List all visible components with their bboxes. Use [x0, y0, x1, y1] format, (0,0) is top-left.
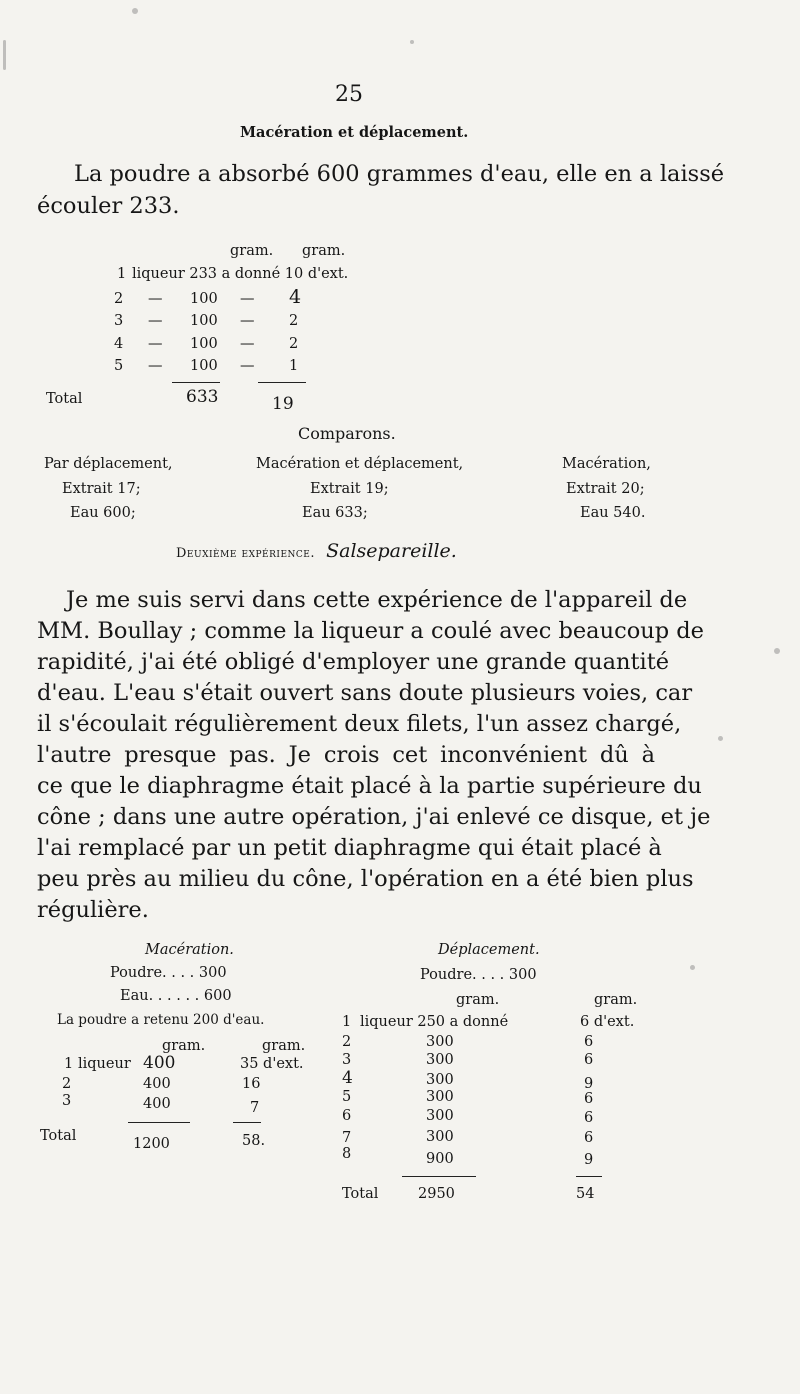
total-label: Total [40, 1128, 77, 1144]
extract-value: 4 [289, 286, 302, 308]
sum-rule [402, 1176, 476, 1177]
liqueur-value: liqueur 250 a donné [360, 1014, 509, 1030]
scan-speck [410, 40, 414, 44]
liqueur-value: 300 [426, 1034, 454, 1050]
eau-value: Eau 540. [580, 505, 646, 521]
table-row-number: 1 [342, 1014, 352, 1030]
extract-value: 1 [289, 358, 299, 374]
scan-speck [774, 648, 780, 654]
unit-label: gram. [302, 243, 346, 259]
row-label: liqueur [78, 1056, 131, 1072]
extract-value: 2 [289, 313, 299, 329]
paragraph-line: il s'écoulait régulièrement deux filets, l'un assez chargé, [37, 711, 682, 737]
section-heading-caps: Deuxième expérience. [176, 546, 315, 561]
poudre-line: Poudre. . . . 300 [420, 967, 537, 983]
table-title: Déplacement. [438, 942, 540, 958]
total-label: Total [46, 391, 83, 407]
liqueur-value: 300 [426, 1052, 454, 1068]
eau-line: Eau. . . . . . 600 [120, 988, 232, 1004]
table-row-number: 3 [342, 1052, 352, 1068]
eau-value: Eau 633; [302, 505, 368, 521]
scan-speck [690, 965, 695, 970]
dash: — [240, 358, 255, 374]
paragraph-line: l'autre presque pas. Je crois cet inconvénient dû à [37, 742, 655, 768]
sum-rule [233, 1122, 261, 1123]
table-row-number: 4 [114, 336, 124, 352]
sum-rule [576, 1176, 602, 1177]
column-heading: Macération et déplacement, [256, 456, 464, 472]
table-row-number: 5 [114, 358, 124, 374]
total-liqueur: 2950 [418, 1186, 455, 1202]
extract-value: 9 [584, 1076, 594, 1092]
liqueur-value: 300 [426, 1108, 454, 1124]
extract-value: 6 [584, 1091, 594, 1107]
section-heading-deuxieme-experience [176, 540, 457, 562]
page-number: 25 [335, 82, 363, 107]
extract-value: 6 [584, 1110, 594, 1126]
dash: — [240, 313, 255, 329]
extract-value: 9 [584, 1152, 594, 1168]
sum-rule [172, 382, 220, 383]
unit-label: gram. [262, 1038, 306, 1054]
table-row-number: 8 [342, 1146, 352, 1162]
section-heading-maceration-deplacement: Macération et déplacement. [240, 124, 469, 141]
dash: — [240, 291, 255, 307]
table-row-number: 6 [342, 1108, 352, 1124]
paragraph-line: cône ; dans une autre opération, j'ai enlevé ce disque, et je [37, 804, 711, 830]
liqueur-value: 100 [190, 313, 218, 329]
retenu-line: La poudre a retenu 200 d'eau. [57, 1012, 265, 1028]
total-extract: 58. [242, 1133, 266, 1149]
liqueur-value: 300 [426, 1129, 454, 1145]
column-heading: Macération, [562, 456, 651, 472]
table-row-number: 1 [117, 266, 127, 282]
dash: — [148, 291, 163, 307]
total-liqueur: 1200 [133, 1136, 170, 1152]
unit-label: gram. [594, 992, 638, 1008]
table-row-number: 7 [342, 1130, 352, 1146]
table-row-number: 3 [114, 313, 124, 329]
extract-value: 2 [289, 336, 299, 352]
table-row-number: 1 [64, 1056, 74, 1072]
unit-label: gram. [162, 1038, 206, 1054]
liqueur-value: 400 [143, 1053, 176, 1073]
dash: — [148, 313, 163, 329]
liqueur-value: 300 [426, 1072, 454, 1088]
table-row-number: 2 [62, 1076, 72, 1092]
poudre-line: Poudre. . . . 300 [110, 965, 227, 981]
liqueur-value: 100 [190, 358, 218, 374]
eau-value: Eau 600; [70, 505, 136, 521]
scan-speck [3, 40, 6, 70]
paragraph-line: peu près au milieu du cône, l'opération en a été bien plus [37, 866, 694, 892]
paragraph-line: rapidité, j'ai été obligé d'employer une grande quantité [37, 649, 670, 675]
table-row-number: 2 [114, 291, 124, 307]
table-row-number: 4 [342, 1068, 353, 1088]
paragraph-line: Je me suis servi dans cette expérience de l'appareil de [66, 587, 688, 613]
unit-label: gram. [230, 243, 274, 259]
extract-value: 6 [584, 1052, 594, 1068]
total-extract: 54 [576, 1186, 595, 1202]
extract-value: 7 [250, 1100, 260, 1116]
liqueur-value: 100 [190, 336, 218, 352]
paragraph-line: régulière. [37, 897, 149, 923]
total-extract: 19 [272, 394, 294, 414]
sum-rule [128, 1122, 190, 1123]
paragraph-line: ce que le diaphragme était placé à la partie supérieure du [37, 773, 702, 799]
paragraph-line: La poudre a absorbé 600 grammes d'eau, elle en a laissé [74, 161, 725, 187]
dash: — [148, 336, 163, 352]
table-row-number: 2 [342, 1034, 352, 1050]
scan-speck [132, 8, 138, 14]
liqueur-value: 400 [143, 1096, 171, 1112]
table-title: Macération. [145, 942, 234, 958]
scan-speck [718, 736, 723, 741]
extract-value: 6 [584, 1130, 594, 1146]
table-row-number: 3 [62, 1093, 72, 1109]
liqueur-value: 300 [426, 1089, 454, 1105]
extract-value: 16 [242, 1076, 261, 1092]
column-heading: Par déplacement, [44, 456, 173, 472]
total-label: Total [342, 1186, 379, 1202]
dash: — [240, 336, 255, 352]
unit-label: gram. [456, 992, 500, 1008]
liqueur-value: 900 [426, 1151, 454, 1167]
total-liqueur: 633 [186, 387, 219, 407]
liqueur-value: 100 [190, 291, 218, 307]
extract-value: 35 d'ext. [240, 1056, 304, 1072]
extrait-value: Extrait 17; [62, 481, 141, 497]
dash: — [148, 358, 163, 374]
section-heading-italic: Salsepareille. [326, 540, 457, 562]
table-row-number: 5 [342, 1089, 352, 1105]
extrait-value: Extrait 20; [566, 481, 645, 497]
liqueur-value: 400 [143, 1076, 171, 1092]
sum-rule [258, 382, 306, 383]
extract-value: 6 [584, 1034, 594, 1050]
paragraph-line: d'eau. L'eau s'était ouvert sans doute plusieurs voies, car [37, 680, 693, 706]
extract-value: 6 d'ext. [580, 1014, 635, 1030]
table-row: liqueur 233 a donné 10 d'ext. [132, 266, 349, 282]
comparison-title: Comparons. [298, 424, 396, 443]
paragraph-line: écouler 233. [37, 193, 180, 219]
paragraph-line: MM. Boullay ; comme la liqueur a coulé avec beaucoup de [37, 618, 705, 644]
extrait-value: Extrait 19; [310, 481, 389, 497]
paragraph-line: l'ai remplacé par un petit diaphragme qui était placé à [37, 835, 662, 861]
